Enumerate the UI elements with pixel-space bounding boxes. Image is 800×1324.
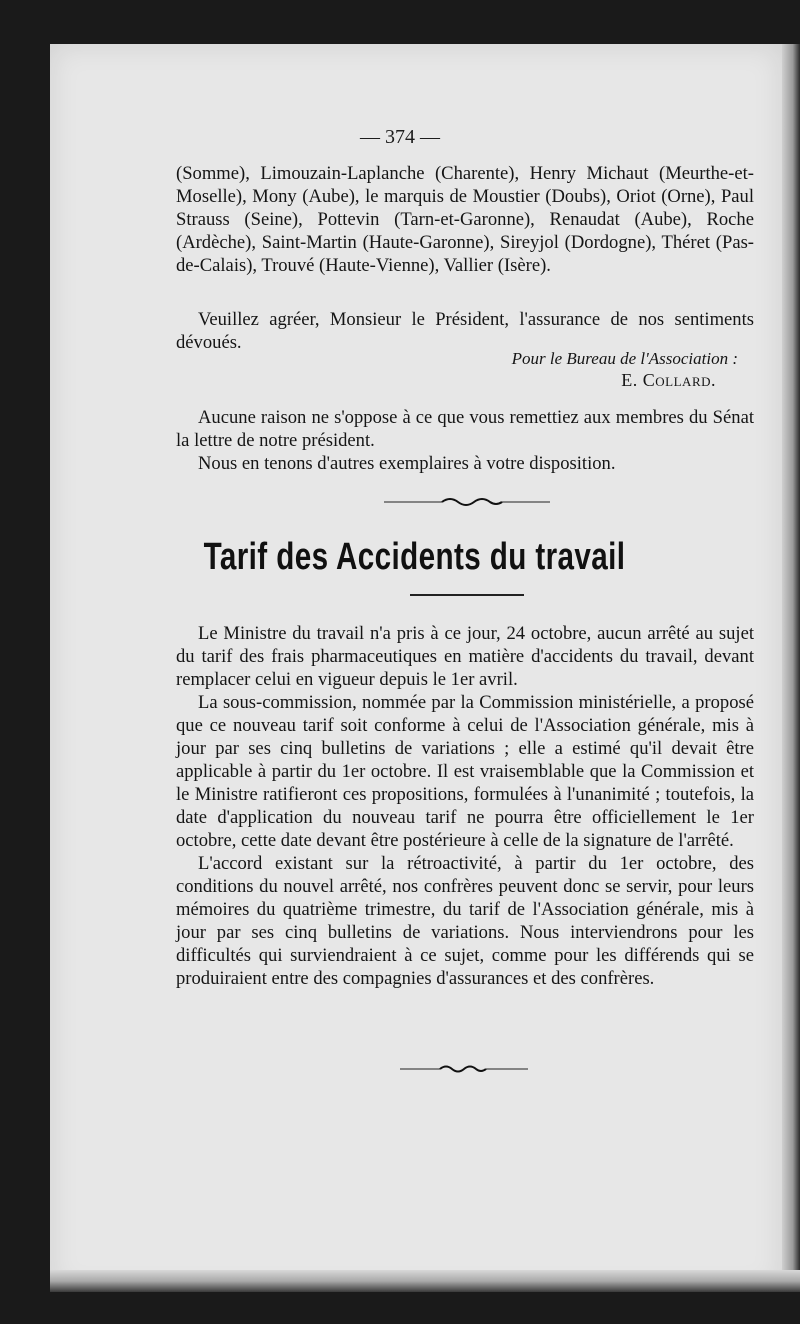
ornament-divider-bottom [398, 1062, 530, 1076]
closing-paragraph [176, 308, 754, 354]
intro-text: (Somme), Limouzain-Laplanche (Charente), Henry Michaut (Meurthe-et-Moselle), Mony (Aube), le marquis de Moustier (Doubs), Oriot (Orne), Paul Strauss (Seine), Pottevin (Tarn-et-Garonne), Renaudat (Aube), Roche (Ardèche), Saint-Martin (Haute-Garonne), Sireyjol (Dordogne), Théret (Pas-de-Calais), Trouvé (Haute-Vienne), Vallier (Isère). [176, 163, 754, 276]
signature-line: Pour le Bureau de l'Association : [511, 349, 738, 368]
section-title: Tarif des Accidents du travail [203, 536, 626, 578]
remark-1: Aucune raison ne s'oppose à ce que vous remettiez aux membres du Sénat la lettre de notre président. [176, 407, 754, 451]
remark-2: Nous en tenons d'autres exemplaires à votre disposition. [198, 453, 616, 474]
title-rule [410, 594, 524, 596]
page-edge-bottom [50, 1270, 800, 1292]
section-paragraph: Le Ministre du travail n'a pris à ce jour, 24 octobre, aucun arrêté au sujet du tarif des frais pharmaceutiques en matière d'accidents du travail, devant remplacer celui en vigueur depuis le 1er avril. [176, 623, 754, 690]
remarks [176, 406, 754, 475]
page-edge-right [782, 44, 800, 1292]
ornament-divider-top [382, 495, 552, 509]
signature-name: E. Collard. [621, 370, 716, 390]
section-body [176, 622, 754, 990]
page-number: — 374 — [360, 126, 440, 148]
section-paragraph: L'accord existant sur la rétroactivité, à partir du 1er octobre, des conditions du nouvel arrêté, nos confrères peuvent donc se servir, pour leurs mémoires du quatrième trimestre, du tarif de l'Association générale, mis à jour par ses cinq bulletins de variations. Nous interviendrons pour les difficultés qui surviendraient à ce sujet, comme pour les différends qui se produiraient entre des compagnies d'assurances et des confrères. [176, 853, 754, 989]
intro-paragraph [176, 162, 754, 277]
section-paragraph: La sous-commission, nommée par la Commission ministérielle, a proposé que ce nouveau tarif soit conforme à celui de l'Association générale, mis à jour par ses cinq bulletins de variations ; elle a estimé qu'il devait être applicable à partir du 1er octobre. Il est vraisemblable que la Commission et le Ministre ratifieront ces propositions, formulées à l'unanimité ; toutefois, la date d'application du nouveau tarif ne pourra être officiellement le 1er octobre, cette date devant être postérieure à celle de la signature de l'arrêté. [176, 692, 754, 851]
closing-text: Veuillez agréer, Monsieur le Président, l'assurance de nos sentiments dévoués. [176, 309, 754, 353]
